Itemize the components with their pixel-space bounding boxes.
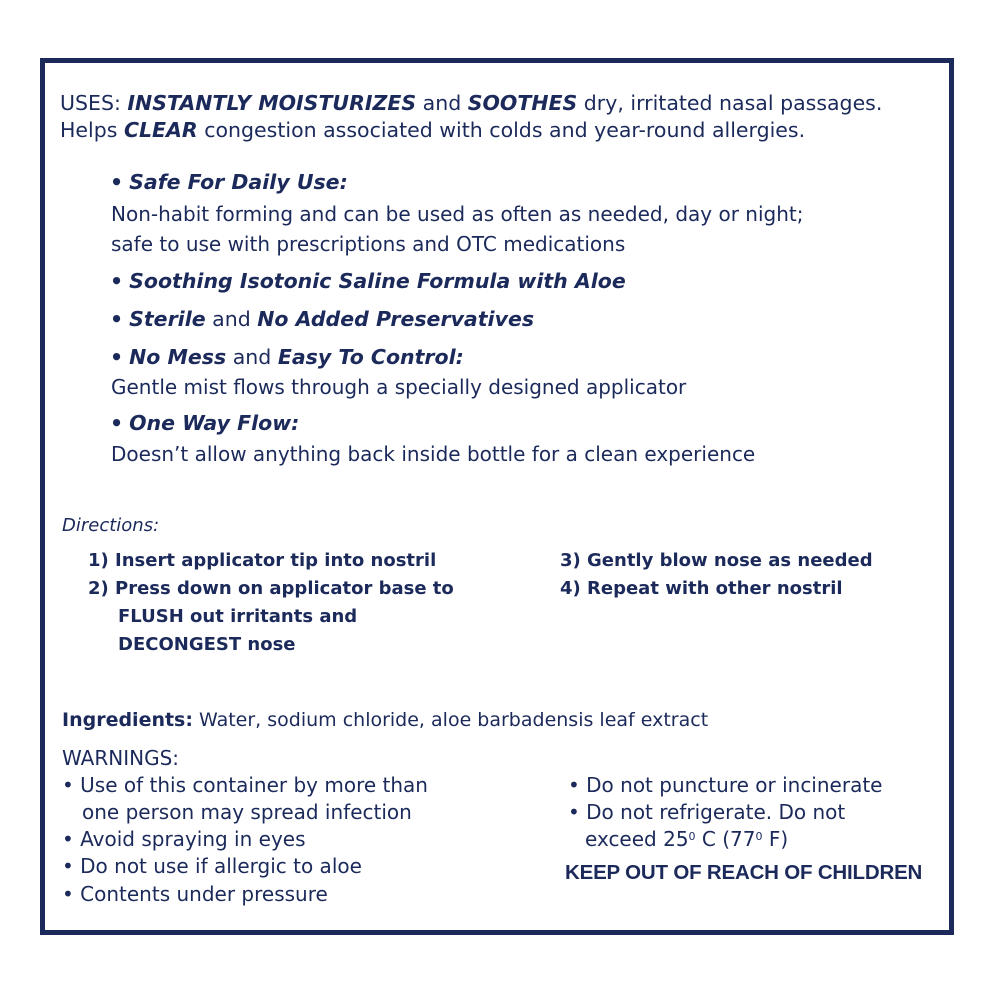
feature-and-text: and bbox=[205, 307, 258, 331]
feature-no-preservatives: No Added Preservatives bbox=[257, 307, 535, 331]
warning-item-cont bbox=[585, 826, 788, 853]
feature-no-mess-text: No Mess bbox=[129, 345, 227, 369]
direction-step-4: 4) Repeat with other nostril bbox=[560, 578, 843, 599]
temp-text: C (77 bbox=[695, 827, 756, 851]
uses-line-1 bbox=[60, 90, 882, 117]
bullet-icon: • bbox=[110, 307, 124, 331]
feature-title: Soothing Isotonic Saline Formula with Aloe bbox=[129, 269, 626, 293]
degree-symbol: 0 bbox=[755, 830, 763, 843]
feature-title: One Way Flow: bbox=[129, 411, 300, 435]
uses-line-2 bbox=[60, 117, 882, 144]
feature-desc-line: Non-habit forming and can be used as often as needed, day or night; bbox=[111, 202, 804, 226]
directions-title: Directions: bbox=[62, 515, 160, 536]
keep-out-of-reach: KEEP OUT OF REACH OF CHILDREN bbox=[565, 861, 923, 884]
uses-clear: CLEAR bbox=[123, 118, 198, 142]
direction-step-1: 1) Insert applicator tip into nostril bbox=[88, 550, 437, 571]
warning-item: • Do not puncture or incinerate bbox=[568, 773, 883, 797]
uses-line2-rest: congestion associated with colds and year-round allergies. bbox=[197, 118, 806, 142]
direction-step-3: 3) Gently blow nose as needed bbox=[560, 550, 873, 571]
ingredients-label: Ingredients: bbox=[62, 709, 193, 731]
uses-helps: Helps bbox=[60, 118, 124, 142]
bullet-icon: • bbox=[110, 269, 124, 293]
feature-easy-control: Easy To Control: bbox=[277, 345, 464, 369]
warning-item: • Use of this container by more than bbox=[62, 773, 428, 797]
feature-sterile-text: Sterile bbox=[129, 307, 206, 331]
bullet-icon: • bbox=[110, 345, 124, 369]
feature-safe-daily-use bbox=[110, 167, 348, 197]
temp-text: F) bbox=[762, 827, 789, 851]
bullet-icon: • bbox=[110, 411, 124, 435]
degree-symbol: 0 bbox=[688, 830, 696, 843]
feature-and-text: and bbox=[226, 345, 278, 369]
direction-step-2: 2) Press down on applicator base to bbox=[88, 578, 454, 599]
ingredients bbox=[62, 709, 708, 731]
uses-section bbox=[60, 90, 882, 144]
feature-desc-line: Gentle mist flows through a specially designed applicator bbox=[111, 375, 687, 399]
warning-item: • Contents under pressure bbox=[62, 882, 328, 906]
ingredients-text: Water, sodium chloride, aloe barbadensis leaf extract bbox=[192, 709, 709, 731]
uses-label: USES: bbox=[60, 91, 121, 115]
feature-one-way-flow bbox=[110, 408, 299, 438]
warnings-title: WARNINGS: bbox=[62, 746, 180, 770]
direction-step-2-cont: FLUSH out irritants and bbox=[118, 606, 358, 627]
uses-and-text: and bbox=[416, 91, 468, 115]
uses-line1-rest: dry, irritated nasal passages. bbox=[577, 91, 883, 115]
bullet-icon: • bbox=[110, 170, 124, 194]
warning-item-cont: one person may spread infection bbox=[82, 800, 412, 824]
warning-item: • Do not use if allergic to aloe bbox=[62, 854, 362, 878]
temp-text: exceed 25 bbox=[585, 827, 689, 851]
uses-soothes: SOOTHES bbox=[467, 91, 578, 115]
feature-sterile bbox=[110, 304, 534, 334]
label-panel bbox=[40, 58, 954, 935]
warning-item: • Avoid spraying in eyes bbox=[62, 827, 306, 851]
feature-desc-line: Doesn’t allow anything back inside bottle for a clean experience bbox=[111, 442, 756, 466]
feature-desc-line: safe to use with prescriptions and OTC medications bbox=[111, 232, 626, 256]
direction-step-2-cont: DECONGEST nose bbox=[118, 634, 296, 655]
feature-title: Safe For Daily Use: bbox=[129, 170, 348, 194]
feature-isotonic-saline bbox=[110, 266, 626, 296]
uses-instantly-moisturizes: INSTANTLY MOISTURIZES bbox=[127, 91, 417, 115]
feature-no-mess bbox=[110, 342, 464, 372]
warning-item: • Do not refrigerate. Do not bbox=[568, 800, 846, 824]
